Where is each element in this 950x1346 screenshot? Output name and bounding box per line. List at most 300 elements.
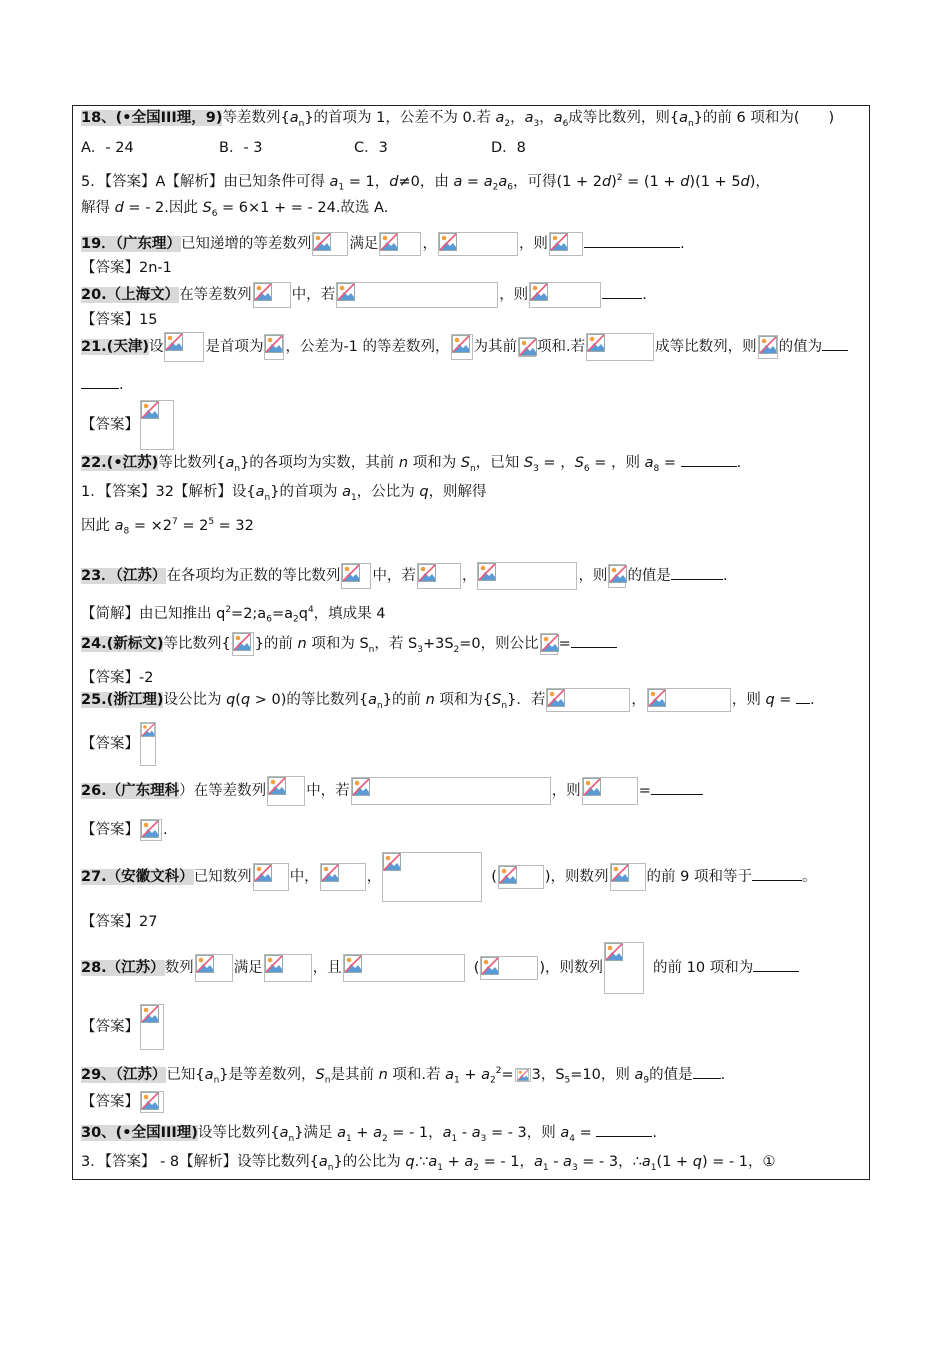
text: = 6×1 + = - 24.故选 A. (217, 200, 389, 216)
math-sub: 1 (345, 1133, 352, 1144)
answer-blank[interactable] (796, 689, 810, 704)
question-20 (81, 282, 647, 306)
formula-icon (141, 1005, 159, 1023)
math-var: a (445, 1066, 454, 1083)
formula-image (610, 863, 646, 891)
formula-icon (452, 335, 470, 353)
text: ，可得(1 + 2 (512, 173, 602, 190)
text: = ×2 (129, 517, 172, 534)
text: q (298, 605, 308, 622)
text: 因此 (81, 517, 115, 534)
text: 满足 (349, 236, 379, 252)
math-sub: 8 (653, 463, 660, 474)
formula-icon (481, 957, 499, 975)
answer-blank[interactable] (81, 374, 119, 389)
text: }的首项为 1，公差不为 0.若 (304, 110, 496, 126)
question-label: 28.（江苏） (81, 960, 165, 976)
text: = 2 (177, 517, 209, 534)
text: = (501, 1066, 514, 1083)
answer-28 (81, 1004, 165, 1050)
text: 3．【答案】 - 8【解析】设等比数列{ (81, 1154, 319, 1170)
text: .∵ (414, 1154, 429, 1170)
formula-icon (141, 1092, 159, 1110)
formula-image (379, 232, 421, 256)
question-21 (81, 332, 848, 360)
math-sub: 1 (453, 1075, 460, 1086)
formula-image (608, 564, 626, 588)
text: ， (539, 110, 554, 126)
text: = 1， (344, 173, 390, 190)
option-a: A．- 24 (81, 140, 134, 156)
answer-label: 【答案】 (81, 1094, 139, 1110)
math-var: a (471, 1125, 481, 1141)
text: 数列 (164, 960, 194, 976)
formula-image (451, 334, 473, 360)
text: 的前 9 项和等于 (646, 869, 752, 885)
text: ，则 (551, 783, 581, 799)
text: . (679, 236, 685, 252)
text: = (774, 692, 797, 708)
text: = (638, 783, 651, 799)
formula-icon (383, 853, 401, 871)
text: }的各项均为实数，其前 (240, 455, 399, 471)
math-sub: 6 (266, 614, 272, 625)
math-var: n (297, 636, 307, 652)
answer-label: 【答案】 (81, 417, 139, 433)
formula-icon (519, 338, 537, 356)
math-var: a (679, 110, 688, 126)
formula-image (140, 722, 156, 766)
question-label: 22.(•江苏) (81, 455, 159, 471)
math-sub: 3 (533, 118, 540, 129)
text: = (1 + (622, 173, 681, 190)
text: . (810, 692, 815, 708)
formula-image (604, 942, 644, 994)
text: 成等比数列，则{ (568, 110, 680, 126)
math-sub: 8 (123, 526, 130, 537)
text: 项和为 S (306, 636, 369, 652)
math-var: q (405, 1154, 415, 1170)
text: =10，则 (570, 1066, 635, 1083)
math-var: q (226, 692, 236, 708)
formula-image (140, 819, 162, 841)
answer-blank[interactable] (753, 957, 799, 972)
text: 的值是 (627, 568, 671, 584)
formula-image (164, 332, 204, 362)
math-var: S (492, 692, 502, 708)
text: . (652, 1125, 657, 1141)
question-label: 19．（广东理） (81, 236, 181, 252)
math-var: d (114, 200, 124, 216)
math-sup: 4 (307, 605, 314, 615)
answer-18-line1 (81, 168, 770, 193)
question-18 (81, 108, 834, 128)
math-var: S (315, 1066, 325, 1083)
answer-22-line1 (81, 482, 487, 502)
text: = - 3，∴ (577, 1154, 642, 1170)
math-var: d (389, 173, 399, 190)
math-sub: n (288, 1133, 295, 1144)
question-label: 20.（上海文） (81, 287, 180, 303)
text: ， (631, 692, 646, 708)
formula-image (647, 688, 731, 712)
math-sub: 3 (480, 1133, 487, 1144)
formula-icon (587, 334, 605, 352)
formula-image (264, 954, 312, 982)
math-var: a (225, 455, 235, 471)
answer-blank[interactable] (651, 780, 703, 795)
formula-icon (352, 778, 370, 796)
formula-image (582, 777, 638, 805)
question-label: 21.(天津) (81, 339, 149, 355)
math-var: n (398, 455, 409, 471)
text: 已知{ (166, 1066, 205, 1083)
math-sub: 2 (473, 1162, 480, 1173)
formula-image (140, 1091, 164, 1113)
math-sub: 6 (507, 182, 513, 193)
answer-blank[interactable] (822, 336, 848, 351)
answer-29 (81, 1090, 165, 1114)
text: ( (473, 960, 480, 976)
text: 中，若 (306, 783, 350, 799)
math-var: a (483, 173, 493, 190)
math-var: a (481, 1066, 490, 1083)
formula-icon (759, 336, 777, 354)
text: = ，则 (589, 455, 645, 471)
formula-icon (313, 233, 331, 251)
text: 。 (801, 869, 817, 885)
text: ，已知 (475, 455, 524, 471)
answer-blank[interactable] (602, 284, 642, 299)
question-label: 29、（江苏） (81, 1066, 167, 1083)
text: - (457, 1125, 472, 1141)
text: 等差数列{ (222, 110, 290, 126)
math-var: d (601, 173, 612, 190)
formula-image (140, 1004, 164, 1050)
text: = - 1， (387, 1125, 443, 1141)
math-sub: 6 (211, 208, 218, 219)
text: ，填成果 4 (313, 605, 386, 622)
math-sub: 1 (542, 1162, 549, 1173)
math-var: n (425, 692, 435, 708)
formula-image (438, 232, 518, 256)
formula-icon (141, 401, 159, 419)
text: }的首项为 (270, 484, 343, 500)
text: 在等差数列 (179, 287, 252, 303)
answer-blank[interactable] (693, 1064, 721, 1079)
formula-image (253, 282, 291, 308)
text: . (720, 1066, 726, 1083)
math-sub: n (327, 1162, 334, 1173)
text: 已知数列 (193, 869, 252, 885)
formula-image (351, 777, 551, 805)
text: = 32 (214, 517, 254, 534)
formula-image (540, 633, 558, 655)
formula-icon (265, 955, 283, 973)
formula-icon (547, 689, 565, 707)
text: =2;a (231, 605, 267, 622)
math-sub: 3 (571, 1162, 578, 1173)
formula-icon (321, 864, 339, 882)
answer-blank[interactable] (571, 633, 617, 648)
math-sub: 2 (492, 182, 499, 193)
answer-blank[interactable] (681, 452, 737, 467)
math-var: S (574, 455, 584, 471)
answer-19: 【答案】2n-1 (81, 260, 172, 276)
text: + (459, 1066, 482, 1083)
math-var: a (279, 1125, 289, 1141)
text: 为其前 (473, 339, 518, 355)
text: 1．【答案】32【解析】设{ (81, 484, 256, 500)
math-var: a (563, 1154, 572, 1170)
text: ，则 (518, 236, 548, 252)
text: = (659, 455, 681, 471)
answer-26 (81, 818, 168, 842)
math-var: S (460, 455, 471, 471)
answer-blank[interactable] (752, 866, 802, 881)
math-sub: n (264, 492, 271, 503)
text: ， (461, 568, 477, 584)
answer-blank[interactable] (671, 565, 723, 580)
question-label: 26.（广东理科 (81, 783, 180, 799)
answer-label: 【答案】 (81, 736, 139, 752)
option-b: B．- 3 (219, 140, 263, 156)
question-label: 23．（江苏） (81, 568, 167, 584)
formula-image (480, 956, 538, 980)
formula-image (477, 562, 577, 590)
math-var: q (692, 1154, 702, 1170)
math-var: S (202, 200, 212, 216)
question-19 (81, 232, 685, 256)
text: 的值为 (778, 339, 823, 355)
math-var: q (240, 692, 251, 708)
text: }的前 (254, 636, 298, 652)
math-var: a (495, 110, 505, 126)
text: = (558, 636, 571, 652)
math-sub: 1 (650, 1162, 657, 1173)
formula-icon (344, 955, 362, 973)
math-var: a (204, 1066, 214, 1083)
formula-image (586, 333, 654, 361)
answer-label: 【答案】 (81, 822, 139, 838)
answer-20: 【答案】15 (81, 312, 158, 328)
question-27 (81, 852, 816, 902)
answer-25 (81, 722, 157, 766)
text: ，则 (499, 287, 529, 303)
formula-icon (196, 955, 214, 973)
math-var: a (453, 173, 463, 190)
answer-blank[interactable] (584, 233, 680, 248)
formula-image (549, 232, 583, 256)
math-var: a (368, 692, 378, 708)
text: = (575, 1125, 597, 1141)
text: = - 1， (479, 1154, 534, 1170)
math-sub: n (324, 1075, 331, 1086)
math-sup: 2 (495, 1066, 502, 1076)
text: + (351, 1125, 374, 1141)
formula-icon (337, 283, 355, 301)
text: = (462, 173, 484, 190)
text: ) = - 1，① (701, 1154, 776, 1170)
math-sub: 2 (292, 614, 299, 625)
formula-icon (541, 634, 559, 652)
math-sub: 1 (351, 492, 357, 503)
formula-image (264, 334, 284, 360)
math-var: a (464, 1154, 474, 1170)
text: ，公比为 (356, 484, 420, 500)
formula-icon (141, 723, 155, 737)
text: ，公差为-1 的等差数列， (285, 339, 450, 355)
math-var: a (114, 517, 124, 534)
text: 满足 (233, 960, 263, 976)
math-sub: 2 (381, 1133, 388, 1144)
text: - (548, 1154, 564, 1170)
math-sub: n (234, 463, 241, 474)
question-label: 25.(浙江理) (81, 692, 164, 708)
text: +3S (422, 636, 454, 652)
math-var: a (634, 1066, 644, 1083)
text: = ， (538, 455, 575, 471)
text: }是等差数列， (219, 1066, 316, 1083)
text: = - 3，则 (486, 1125, 561, 1141)
text: 等比数列{ (163, 636, 231, 652)
math-sub: 2 (504, 118, 511, 129)
question-26 (81, 776, 703, 806)
text: 等比数列{ (158, 455, 226, 471)
formula-icon (499, 866, 517, 884)
text: 中，若 (291, 287, 336, 303)
math-sub: 6 (583, 463, 590, 474)
text: 项和.若 (537, 339, 586, 355)
math-var: a (533, 1154, 543, 1170)
formula-icon (254, 864, 272, 882)
formula-image (312, 232, 348, 256)
text: . (642, 287, 647, 303)
text: ≠0，由 (398, 173, 454, 190)
text: =0，则公比 (459, 636, 539, 652)
math-sub: n (470, 463, 476, 474)
formula-image (529, 282, 601, 308)
text: 【简解】由已知推出 q (81, 605, 226, 622)
formula-image (232, 632, 254, 656)
text: ）在等差数列 (179, 783, 267, 799)
math-sup: 5 (208, 517, 215, 527)
text: 5．【答案】A【解析】由已知条件可得 (81, 173, 330, 190)
formula-icon (165, 333, 183, 351)
math-sub: n (501, 700, 508, 711)
math-sub: 3 (533, 463, 539, 474)
math-var: a (373, 1125, 382, 1141)
formula-image (341, 563, 371, 589)
formula-image (417, 563, 461, 589)
answer-label: 【答案】 (81, 1019, 139, 1035)
text: 中，若 (372, 568, 416, 584)
text: . (119, 377, 124, 393)
text: 项和为 (408, 455, 461, 471)
formula-image (140, 400, 174, 450)
math-var: q (419, 484, 429, 500)
formula-icon (648, 689, 666, 707)
math-var: a (498, 173, 508, 190)
text: 设等比数列{ (197, 1125, 280, 1141)
formula-icon (233, 633, 251, 651)
answer-blank[interactable] (596, 1122, 652, 1137)
answer-18-line2 (81, 198, 388, 218)
math-var: a (524, 110, 534, 126)
text: > 0)的等比数列{ (250, 692, 369, 708)
question-23 (81, 562, 728, 590)
math-var: a (644, 455, 654, 471)
text: ) (611, 173, 617, 190)
text: . (163, 822, 168, 838)
text: ( (491, 869, 497, 885)
formula-image (518, 337, 536, 357)
text: )， (749, 173, 770, 190)
math-var: a (342, 484, 351, 500)
formula-image (546, 688, 630, 712)
math-sub: 6 (562, 118, 569, 129)
formula-icon (516, 1069, 530, 1081)
text: }满足 (294, 1125, 338, 1141)
math-sub: n (213, 1075, 220, 1086)
text: 已知递增的等差数列 (180, 236, 312, 252)
formula-icon (478, 563, 496, 581)
formula-image (515, 1068, 531, 1082)
math-var: a (318, 1154, 328, 1170)
option-c: C．3 (354, 140, 388, 156)
formula-icon (530, 283, 548, 301)
formula-icon (605, 943, 623, 961)
text: . (722, 568, 728, 584)
math-var: d (740, 173, 750, 190)
text: )，则数列 (544, 869, 609, 885)
text: 的前 10 项和为 (653, 960, 754, 976)
text: ，且 (312, 960, 342, 976)
math-sub: 1 (451, 1133, 458, 1144)
formula-icon (611, 864, 629, 882)
question-29 (81, 1061, 726, 1086)
text: 设公比为 (163, 692, 227, 708)
math-sup: 7 (171, 517, 178, 527)
math-sub: 4 (569, 1133, 576, 1144)
math-sup: 2 (225, 605, 232, 615)
math-var: a (428, 1154, 438, 1170)
text: . (736, 455, 742, 471)
formula-icon (265, 335, 283, 353)
answer-30 (81, 1152, 776, 1172)
math-sub: 2 (489, 1075, 496, 1086)
formula-icon (141, 820, 159, 838)
formula-image (336, 282, 498, 308)
math-var: d (680, 173, 690, 190)
math-var: a (255, 484, 265, 500)
math-sub: 9 (643, 1075, 650, 1086)
formula-icon (380, 233, 398, 251)
formula-icon (342, 564, 360, 582)
question-24 (81, 632, 617, 656)
text: =a (271, 605, 293, 622)
text: 项和为{ (434, 692, 493, 708)
question-label: 18、(•全国III理，9) (81, 110, 223, 126)
question-label: 27.（安徽文科） (81, 869, 194, 885)
math-sub: 2 (453, 644, 460, 655)
math-sub: n (368, 644, 375, 655)
text: 是首项为 (205, 339, 264, 355)
math-sub: n (687, 118, 694, 129)
text: ，则 (578, 568, 608, 584)
text: = - 2.因此 (123, 200, 203, 216)
question-label: 30、(•全国III理) (81, 1125, 198, 1141)
